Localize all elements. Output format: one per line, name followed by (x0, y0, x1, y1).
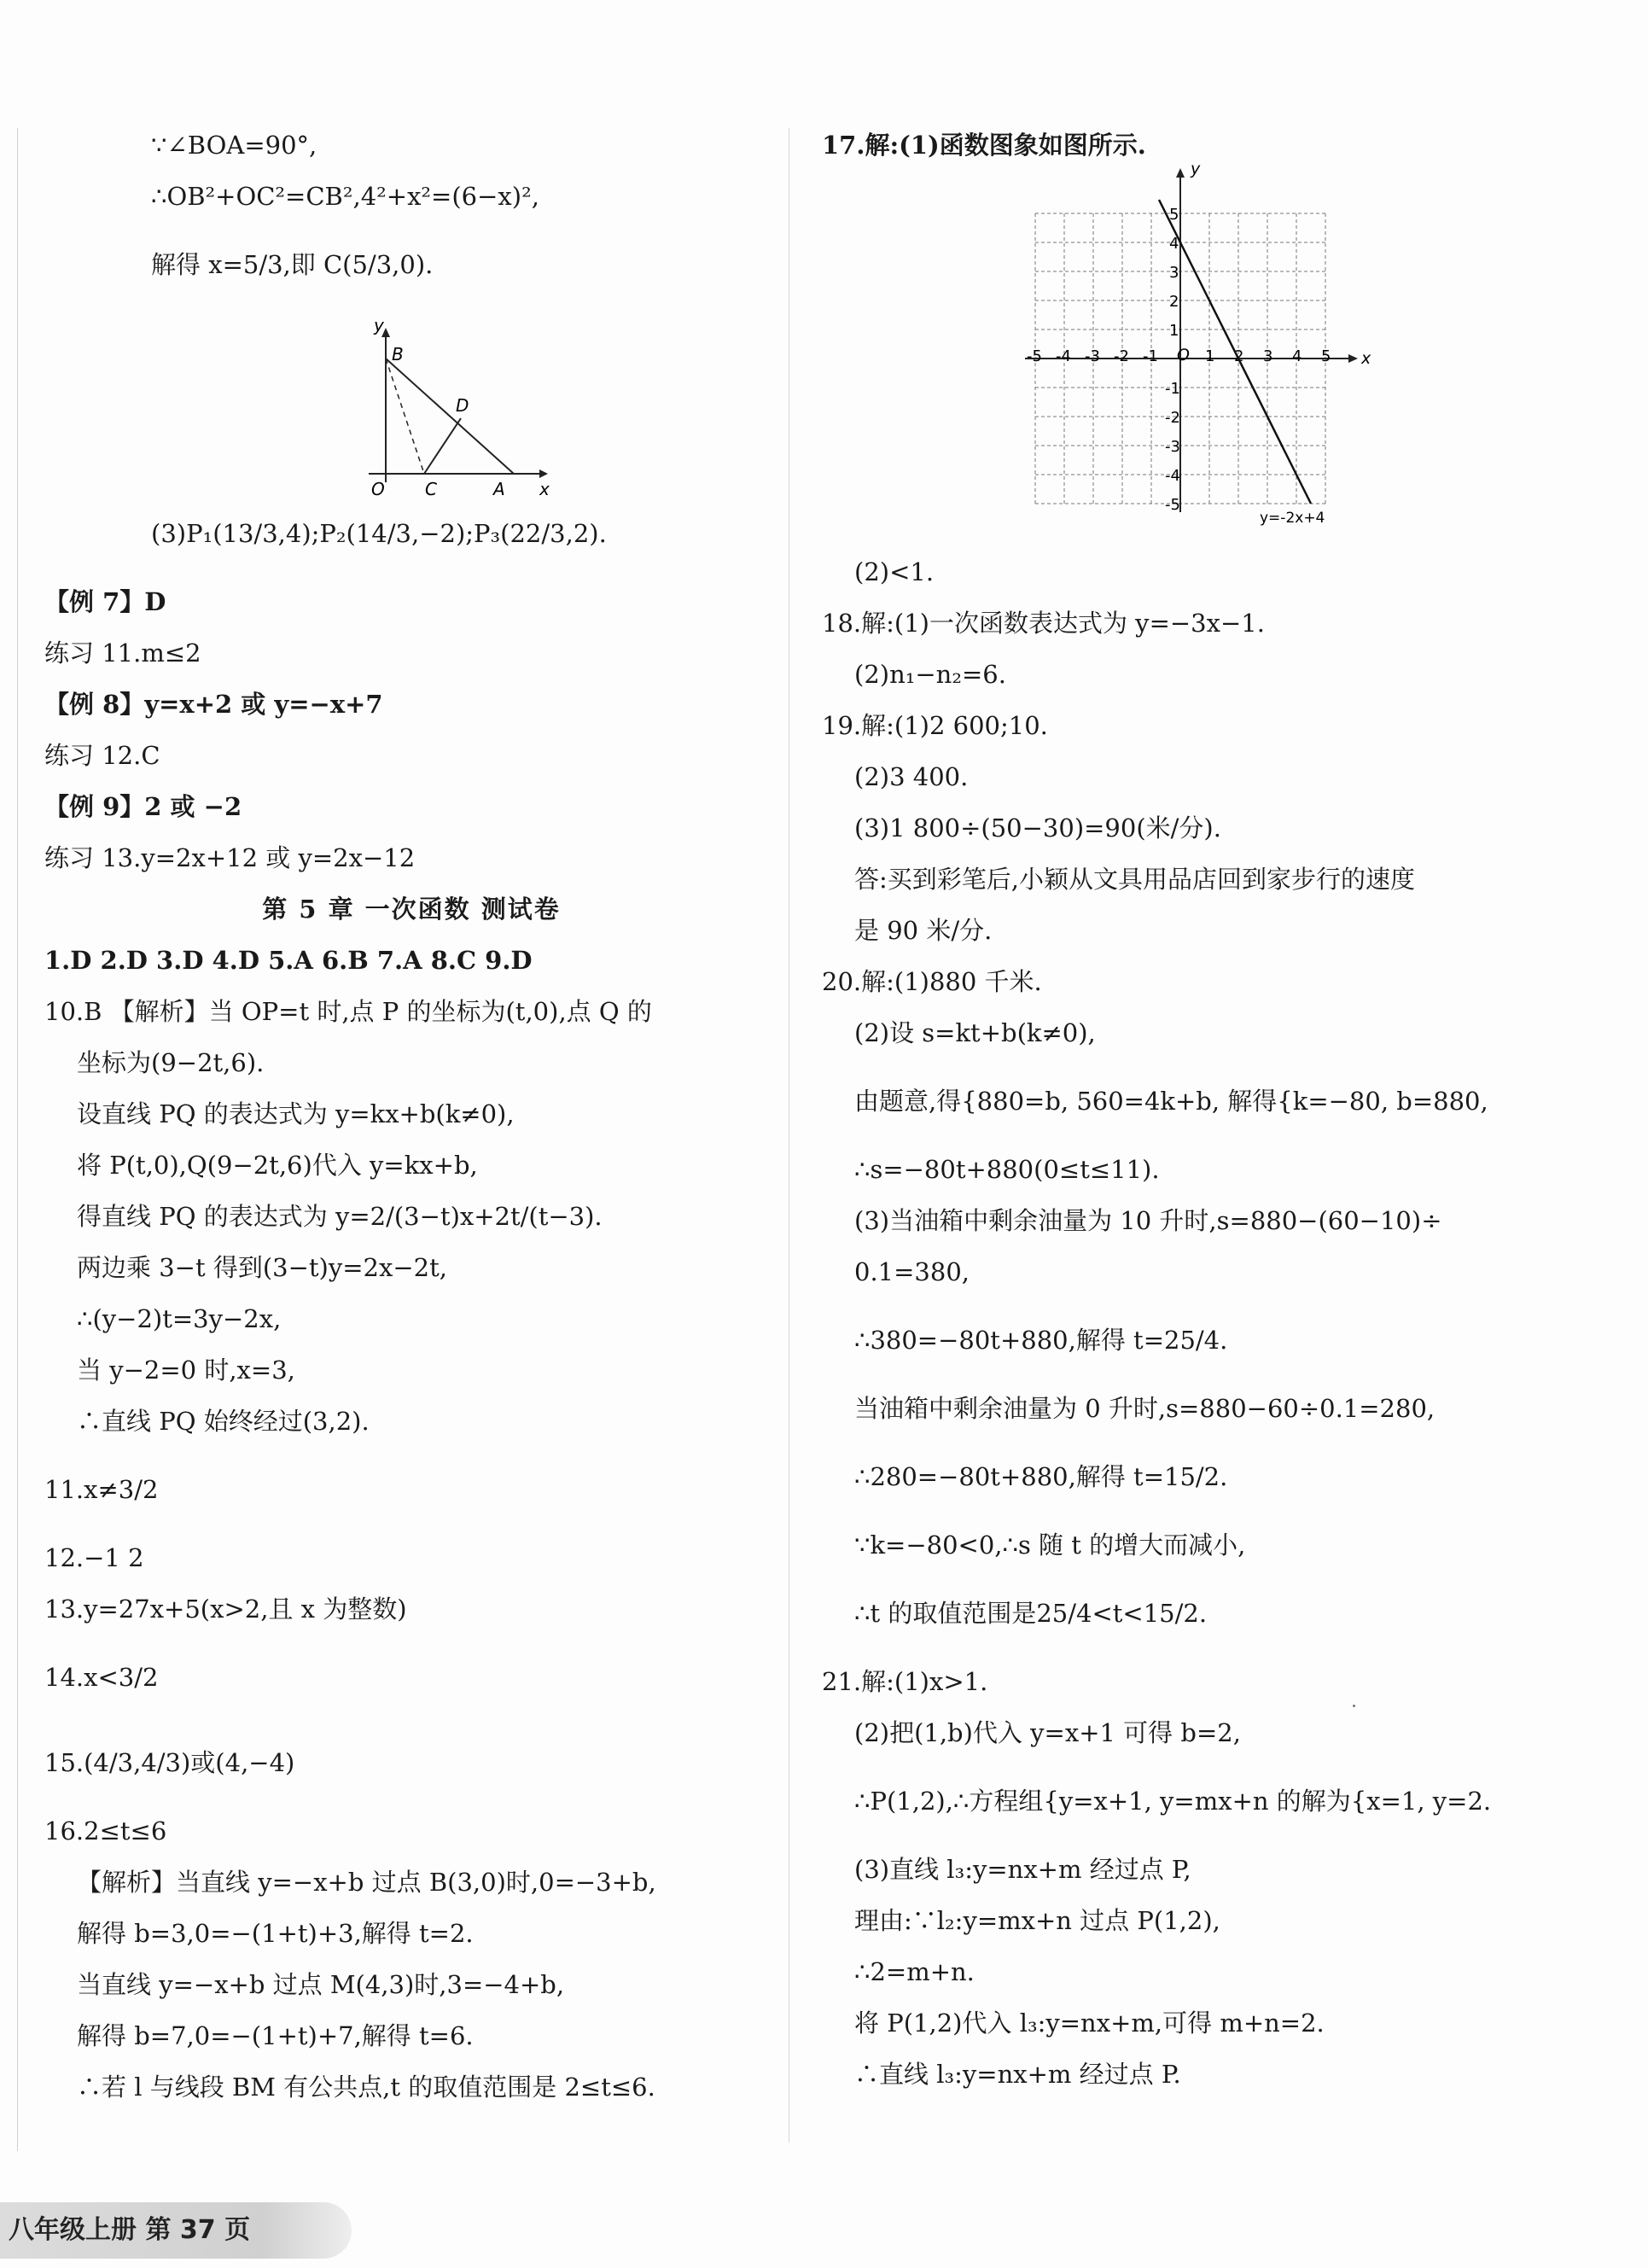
label-x: x (539, 479, 550, 499)
text-line: 解得 x=5/3,即 C(5/3,0). (151, 250, 434, 279)
text-line: ∴直线 l₃:y=nx+m 经过点 P. (854, 2060, 1181, 2089)
y-tick-label: -4 (1165, 467, 1180, 485)
text-line: ∵∠BOA=90°, (151, 131, 317, 160)
text-line: 坐标为(9−2t,6). (77, 1048, 265, 1077)
stray-dot (1353, 1705, 1355, 1707)
x-axis-arrow (1348, 354, 1358, 363)
text-line: 是 90 米/分. (854, 916, 993, 945)
exercise-answer: 练习 12.C (44, 741, 160, 770)
x-axis-label: x (1361, 349, 1371, 368)
text-line: 当直线 y=−x+b 过点 M(4,3)时,3=−4+b, (77, 1970, 565, 1999)
margin-rule (17, 128, 18, 2151)
text-line: (2)n₁−n₂=6. (854, 660, 1006, 689)
y-tick-label: -2 (1165, 409, 1180, 427)
text-line: 当油箱中剩余油量为 0 升时,s=880−60÷0.1=280, (854, 1394, 1435, 1423)
text-line: ∴若 l 与线段 BM 有公共点,t 的取值范围是 2≤t≤6. (77, 2073, 655, 2102)
text-line: 设直线 PQ 的表达式为 y=kx+b(k≠0), (77, 1099, 515, 1128)
x-tick-label: -4 (1056, 347, 1071, 365)
answer-line: 11.x≠3/2 (44, 1475, 159, 1504)
text-line: 当 y−2=0 时,x=3, (77, 1356, 295, 1385)
example-answer: 【例 8】y=x+2 或 y=−x+7 (44, 690, 383, 719)
x-axis-arrow (539, 469, 548, 478)
text-line: 由题意,得{880=b, 560=4k+b, 解得{k=−80, b=880, (854, 1087, 1488, 1116)
right-column (822, 120, 1590, 2100)
text-line: 将 P(1,2)代入 l₃:y=nx+m,可得 m+n=2. (854, 2009, 1325, 2038)
text-line: (3)P₁(13/3,4);P₂(14/3,−2);P₃(22/3,2). (151, 519, 607, 548)
segment-cd (424, 418, 461, 474)
label-c: C (425, 479, 437, 499)
label-y: y (374, 315, 384, 335)
origin-label: O (1177, 346, 1190, 364)
y-tick-label: 5 (1169, 206, 1179, 224)
geometry-svg (44, 307, 778, 499)
text-line: ∵k=−80<0,∴s 随 t 的增大而减小, (854, 1530, 1246, 1560)
x-tick-label: -1 (1143, 347, 1158, 365)
label-o: O (371, 479, 385, 499)
x-tick-label: 2 (1234, 347, 1244, 365)
text-line: ∴2=m+n. (854, 1957, 975, 1986)
x-tick-label: 1 (1205, 347, 1215, 365)
text-line: 【解析】当直线 y=−x+b 过点 B(3,0)时,0=−3+b, (77, 1868, 656, 1897)
answer-line: 15.(4/3,4/3)或(4,−4) (44, 1748, 295, 1777)
footer-text: 八年级上册 第 37 页 (9, 2215, 251, 2245)
x-tick-label: 3 (1263, 347, 1273, 365)
text-line: (3)1 800÷(50−30)=90(米/分). (854, 813, 1221, 842)
text-line: 答:买到彩笔后,小颖从文具用品店回到家步行的速度 (854, 865, 1415, 894)
answer-line: 14.x<3/2 (44, 1663, 159, 1692)
example-answer: 【例 9】2 或 −2 (44, 792, 242, 821)
text-line: 得直线 PQ 的表达式为 y=2/(3−t)x+2t/(t−3). (77, 1202, 603, 1231)
text-line: ∴280=−80t+880,解得 t=15/2. (854, 1462, 1228, 1491)
chapter-title: 第 5 章 一次函数 测试卷 (262, 895, 561, 924)
label-a: A (493, 479, 505, 499)
text-line: ∴s=−80t+880(0≤t≤11). (854, 1155, 1160, 1184)
function-graph (822, 160, 1590, 546)
exercise-answer: 练习 13.y=2x+12 或 y=2x−12 (44, 843, 416, 872)
y-tick-label: 1 (1169, 322, 1179, 340)
text-line: ∴(y−2)t=3y−2x, (77, 1304, 282, 1333)
text-line: ∴P(1,2),∴方程组{y=x+1, y=mx+n 的解为{x=1, y=2. (854, 1787, 1492, 1816)
text-line: 解得 b=7,0=−(1+t)+7,解得 t=6. (77, 2021, 474, 2050)
text-line: (2)设 s=kt+b(k≠0), (854, 1018, 1096, 1047)
x-tick-label: 4 (1292, 347, 1302, 365)
answer-line: 20.解:(1)880 千米. (822, 967, 1042, 996)
text-line: 解得 b=3,0=−(1+t)+3,解得 t=2. (77, 1919, 474, 1948)
text-line: 0.1=380, (854, 1257, 970, 1286)
text-line: ∴380=−80t+880,解得 t=25/4. (854, 1326, 1228, 1355)
answer-line: 21.解:(1)x>1. (822, 1667, 988, 1696)
answer-line: 16.2≤t≤6 (44, 1816, 167, 1845)
x-tick-label: -5 (1027, 347, 1042, 365)
y-tick-label: -1 (1165, 380, 1180, 398)
example-answer: 【例 7】D (44, 587, 166, 616)
y-tick-label: -5 (1165, 496, 1180, 514)
text-line: (2)<1. (854, 557, 935, 586)
text-line: (2)把(1,b)代入 y=x+1 可得 b=2, (854, 1718, 1241, 1747)
text-line: 将 P(t,0),Q(9−2t,6)代入 y=kx+b, (77, 1151, 478, 1180)
page-footer (0, 2202, 352, 2259)
text-line: ∴OB²+OC²=CB²,4²+x²=(6−x)², (151, 182, 539, 211)
label-d: D (456, 395, 469, 416)
left-column (44, 120, 778, 2113)
answer-row: 1.D 2.D 3.D 4.D 5.A 6.B 7.A 8.C 9.D (44, 946, 533, 975)
series-label: y=-2x+4 (1260, 510, 1325, 527)
text-line: 10.B 【解析】当 OP=t 时,点 P 的坐标为(t,0),点 Q 的 (44, 997, 652, 1026)
text-line: 两边乘 3−t 得到(3−t)y=2x−2t, (77, 1253, 447, 1282)
y-tick-label: 3 (1169, 264, 1179, 282)
y-tick-label: 4 (1169, 235, 1179, 253)
label-b: B (392, 344, 404, 364)
function-graph-svg (822, 160, 1590, 546)
x-tick-label: -2 (1114, 347, 1129, 365)
x-tick-label: 5 (1321, 347, 1331, 365)
text-line: (2)3 400. (854, 762, 969, 791)
x-tick-label: -3 (1085, 347, 1100, 365)
y-tick-label: -3 (1165, 438, 1180, 456)
answer-line: 19.解:(1)2 600;10. (822, 711, 1048, 740)
text-line: 理由:∵l₂:y=mx+n 过点 P(1,2), (854, 1906, 1220, 1935)
exercise-answer: 练习 11.m≤2 (44, 638, 201, 668)
text-line: (3)当油箱中剩余油量为 10 升时,s=880−(60−10)÷ (854, 1206, 1442, 1235)
y-tick-label: 2 (1169, 293, 1179, 311)
text-line: ∴直线 PQ 始终经过(3,2). (77, 1407, 370, 1436)
text-line: ∴t 的取值范围是25/4<t<15/2. (854, 1599, 1208, 1628)
text-line: (3)直线 l₃:y=nx+m 经过点 P, (854, 1855, 1191, 1884)
y-axis-label: y (1191, 160, 1201, 178)
answer-line: 17.解:(1)函数图象如图所示. (822, 131, 1146, 160)
answer-line: 18.解:(1)一次函数表达式为 y=−3x−1. (822, 609, 1265, 638)
answer-line: 13.y=27x+5(x>2,且 x 为整数) (44, 1595, 407, 1624)
answer-line: 12.−1 2 (44, 1543, 144, 1572)
geometry-figure (44, 307, 778, 499)
